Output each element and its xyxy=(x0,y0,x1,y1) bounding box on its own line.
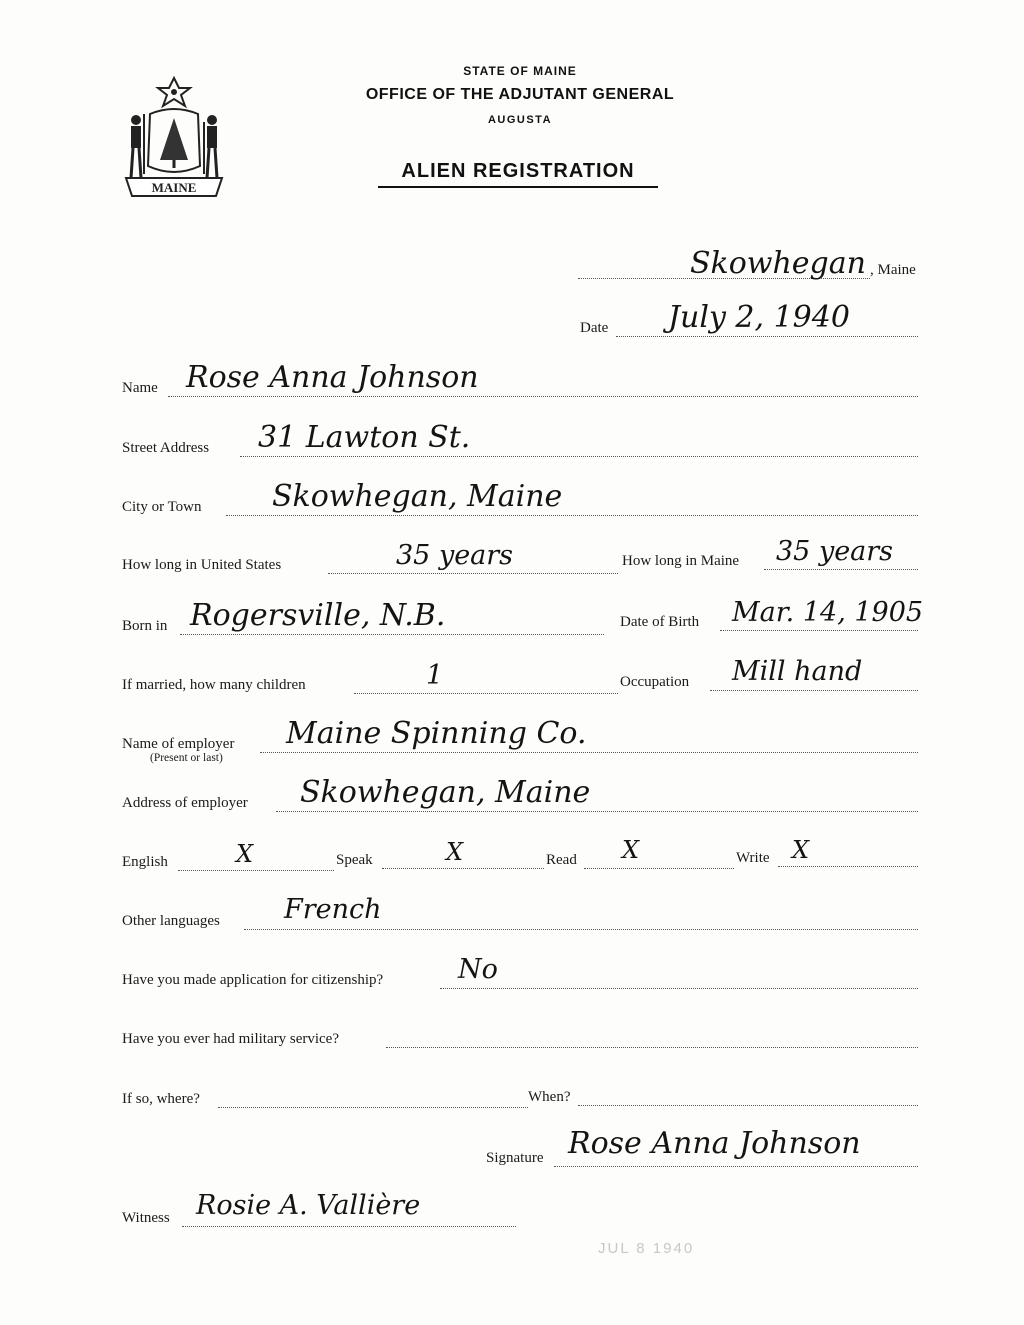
city-or-town-label: City or Town xyxy=(122,499,202,515)
name-label: Name xyxy=(122,380,158,396)
signature-label: Signature xyxy=(486,1150,544,1166)
born-in-label: Born in xyxy=(122,618,168,634)
maine-state-seal xyxy=(120,74,228,202)
header-office: OFFICE OF THE ADJUTANT GENERAL xyxy=(365,86,675,103)
military-line xyxy=(386,1047,918,1048)
when-line xyxy=(578,1105,918,1106)
speak-line xyxy=(382,868,544,869)
name-line xyxy=(168,396,918,397)
name-value: Rose Anna Johnson xyxy=(186,360,479,395)
signature-value: Rose Anna Johnson xyxy=(568,1126,861,1161)
employer-address-line xyxy=(276,811,918,812)
witness-line xyxy=(182,1226,516,1227)
citizenship-line xyxy=(440,988,918,989)
when-label: When? xyxy=(528,1089,571,1105)
town-value: Skowhegan xyxy=(690,246,866,281)
received-stamp: JUL 8 1940 xyxy=(598,1240,695,1257)
occupation-label: Occupation xyxy=(620,674,690,690)
born-in-value: Rogersville, N.B. xyxy=(190,598,446,633)
employer-line xyxy=(260,752,918,753)
write-line xyxy=(778,866,918,867)
street-address-label: Street Address xyxy=(122,440,210,456)
maine-suffix-label: , Maine xyxy=(870,262,916,278)
other-languages-value: French xyxy=(284,894,382,925)
date-of-birth-value: Mar. 14, 1905 xyxy=(732,597,924,628)
date-of-birth-line xyxy=(720,630,918,631)
where-line xyxy=(218,1107,528,1108)
other-languages-label: Other languages xyxy=(122,913,220,929)
english-label: English xyxy=(122,854,168,870)
how-long-us-value: 35 years xyxy=(396,540,514,571)
read-line xyxy=(584,868,734,869)
employer-address-label: Address of employer xyxy=(122,795,248,811)
date-value: July 2, 1940 xyxy=(668,300,850,335)
born-in-line xyxy=(180,634,604,635)
employer-note: (Present or last) xyxy=(150,752,223,764)
header-city: AUGUSTA xyxy=(487,114,553,126)
employer-value: Maine Spinning Co. xyxy=(286,716,587,751)
how-long-us-line xyxy=(328,573,618,574)
read-label: Read xyxy=(546,852,577,868)
write-label: Write xyxy=(736,850,770,866)
witness-value: Rosie A. Vallière xyxy=(196,1190,421,1221)
military-label: Have you ever had military service? xyxy=(122,1031,339,1047)
employer-address-value: Skowhegan, Maine xyxy=(300,775,591,810)
occupation-value: Mill hand xyxy=(732,656,863,687)
street-address-value: 31 Lawton St. xyxy=(258,420,471,455)
children-line xyxy=(354,693,618,694)
citizenship-value: No xyxy=(458,954,498,985)
english-value: X xyxy=(236,840,254,868)
date-line xyxy=(616,336,918,337)
citizenship-label: Have you made application for citizenship? xyxy=(122,972,384,988)
speak-value: X xyxy=(446,838,464,866)
how-long-maine-line xyxy=(764,569,918,570)
write-value: X xyxy=(792,836,810,864)
city-or-town-line xyxy=(226,515,918,516)
form-title: ALIEN REGISTRATION xyxy=(378,160,658,188)
street-address-line xyxy=(240,456,918,457)
city-or-town-value: Skowhegan, Maine xyxy=(272,479,563,514)
occupation-line xyxy=(710,690,918,691)
seal-banner-text: MAINE xyxy=(151,180,197,195)
speak-label: Speak xyxy=(336,852,373,868)
children-value: 1 xyxy=(426,660,444,691)
header-state: STATE OF MAINE xyxy=(463,64,577,78)
how-long-us-label: How long in United States xyxy=(122,557,282,573)
signature-line xyxy=(554,1166,918,1167)
children-label: If married, how many children xyxy=(122,677,306,693)
witness-label: Witness xyxy=(122,1210,170,1226)
where-label: If so, where? xyxy=(122,1091,200,1107)
employer-label: Name of employer xyxy=(122,736,235,752)
english-line xyxy=(178,870,334,871)
date-label: Date xyxy=(580,320,609,336)
read-value: X xyxy=(622,836,640,864)
other-languages-line xyxy=(244,929,918,930)
how-long-maine-value: 35 years xyxy=(776,536,894,567)
date-of-birth-label: Date of Birth xyxy=(620,614,700,630)
how-long-maine-label: How long in Maine xyxy=(622,553,740,569)
